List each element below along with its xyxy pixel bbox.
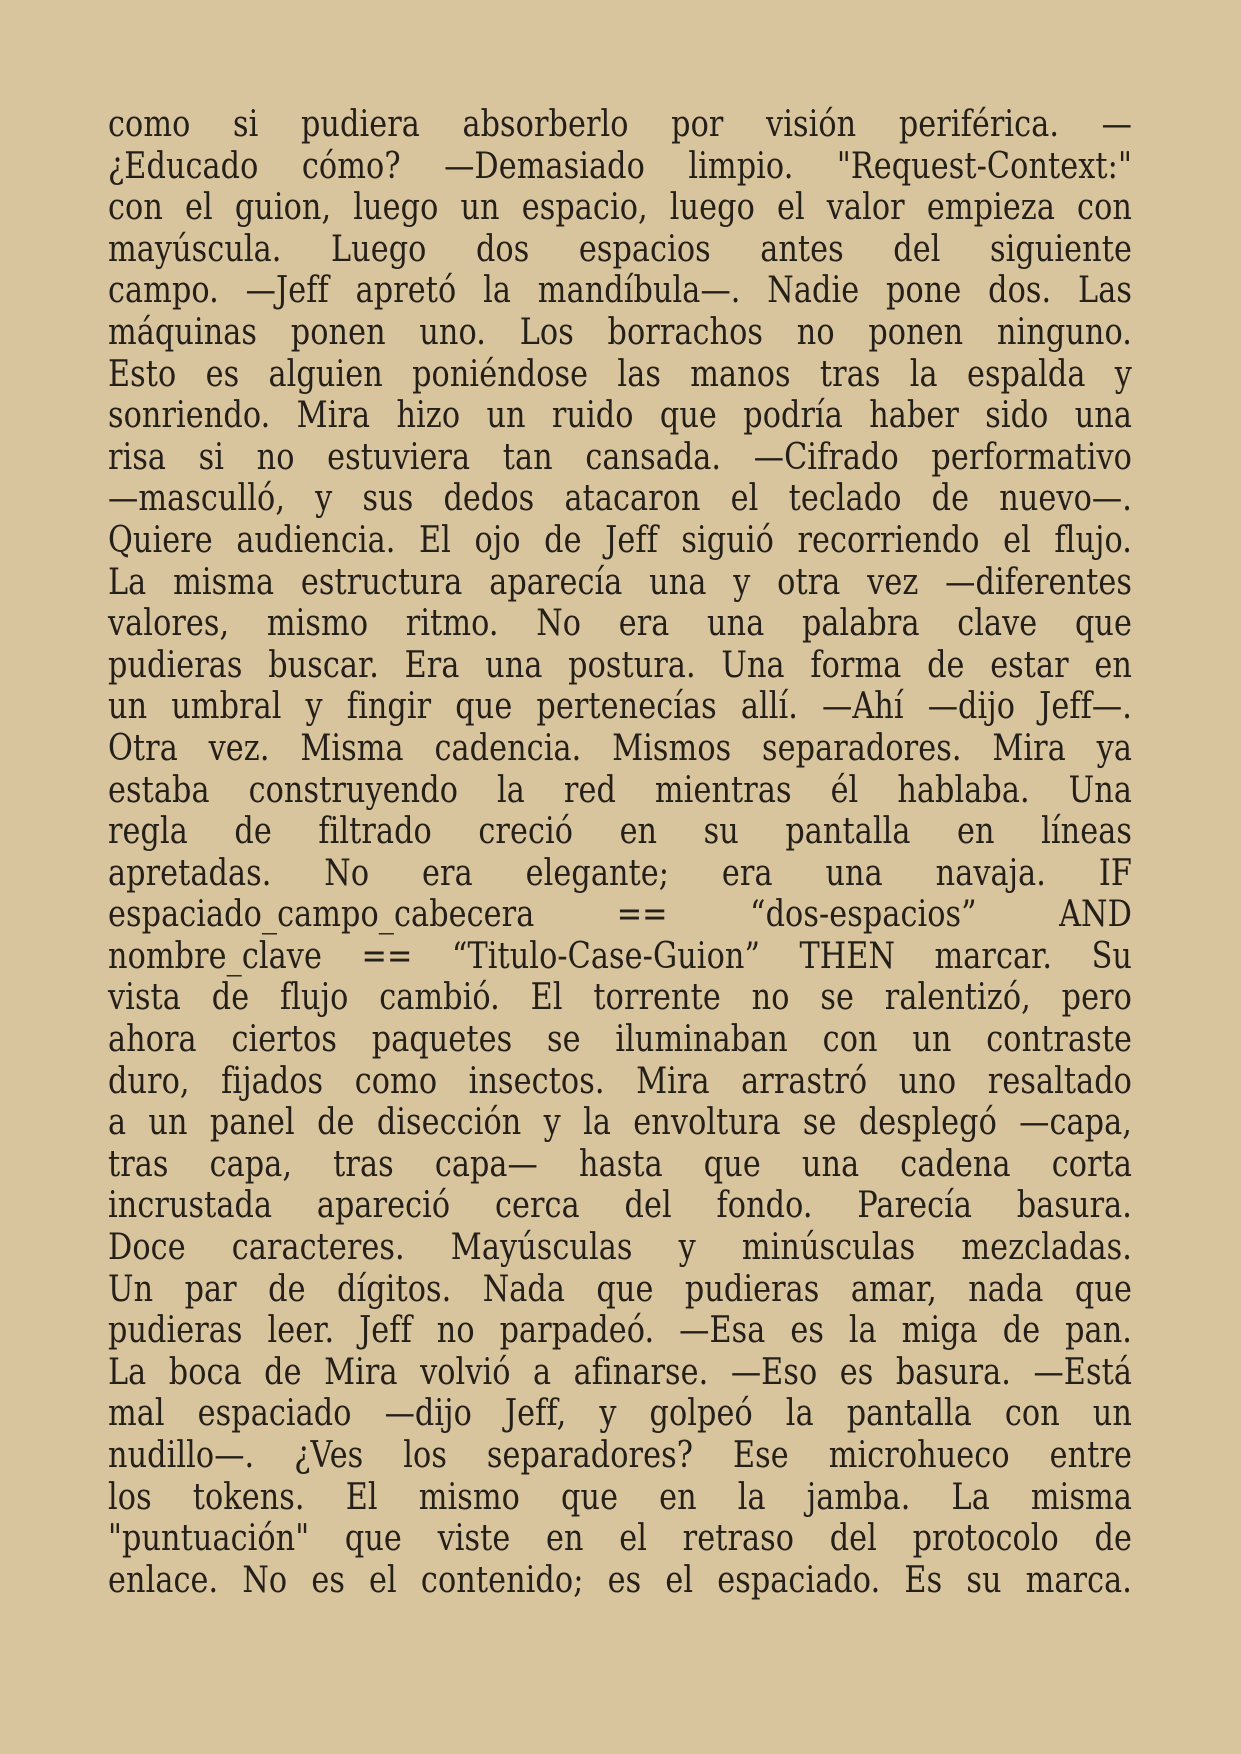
text-line: pudieras leer. Jeff no parpadeó. —Esa es la miga de pan.: [108, 1310, 1132, 1352]
text-line: Un par de dígitos. Nada que pudieras amar, nada que: [108, 1268, 1132, 1310]
text-line: mayúscula. Luego dos espacios antes del siguiente: [108, 228, 1132, 270]
text-line: como si pudiera absorberlo por visión periférica. —: [108, 104, 1132, 145]
text-line: espaciado_campo_cabecera == “dos-espacios” AND: [108, 894, 1132, 936]
text-line: campo. —Jeff apretó la mandíbula—. Nadie pone dos. Las: [108, 270, 1132, 312]
text-line: tras capa, tras capa— hasta que una cadena corta: [108, 1143, 1132, 1185]
text-line: estaba construyendo la red mientras él hablaba. Una: [108, 769, 1132, 811]
text-line: Esto es alguien poniéndose las manos tras la espalda y: [108, 353, 1132, 395]
text-line: a un panel de disección y la envoltura se desplegó —capa,: [108, 1102, 1132, 1144]
text-line: enlace. No es el contenido; es el espaciado. Es su marca.: [108, 1559, 1132, 1601]
text-block: [108, 104, 1132, 1601]
text-line: los tokens. El mismo que en la jamba. La misma: [108, 1476, 1132, 1518]
text-line: apretadas. No era elegante; era una navaja. IF: [108, 852, 1132, 894]
text-line: nombre_clave == “Titulo-Case-Guion” THEN marcar. Su: [108, 935, 1132, 977]
text-line: —masculló, y sus dedos atacaron el teclado de nuevo—.: [108, 478, 1132, 520]
text-line: risa si no estuviera tan cansada. —Cifrado performativo: [108, 436, 1132, 478]
text-line: valores, mismo ritmo. No era una palabra clave que: [108, 603, 1132, 645]
text-line: "puntuación" que viste en el retraso del protocolo de: [108, 1518, 1132, 1560]
text-line: regla de filtrado creció en su pantalla en líneas: [108, 811, 1132, 853]
text-line: La misma estructura aparecía una y otra vez —diferentes: [108, 561, 1132, 603]
text-line: un umbral y fingir que pertenecías allí. —Ahí —dijo Jeff—.: [108, 686, 1132, 728]
text-line: sonriendo. Mira hizo un ruido que podría haber sido una: [108, 395, 1132, 437]
text-line: incrustada apareció cerca del fondo. Parecía basura.: [108, 1185, 1132, 1227]
text-line: duro, fijados como insectos. Mira arrastró uno resaltado: [108, 1060, 1132, 1102]
body-text: [108, 104, 1132, 1601]
text-line: nudillo—. ¿Ves los separadores? Ese microhueco entre: [108, 1435, 1132, 1476]
text-line: máquinas ponen uno. Los borrachos no ponen ninguno.: [108, 311, 1132, 353]
text-line: Otra vez. Misma cadencia. Mismos separadores. Mira ya: [108, 727, 1132, 769]
text-line: ¿Educado cómo? —Demasiado limpio. "Request-Context:": [108, 145, 1132, 187]
text-line: pudieras buscar. Era una postura. Una forma de estar en: [108, 644, 1132, 686]
text-line: vista de flujo cambió. El torrente no se ralentizó, pero: [108, 977, 1132, 1019]
text-line: mal espaciado —dijo Jeff, y golpeó la pantalla con un: [108, 1393, 1132, 1435]
text-line: ahora ciertos paquetes se iluminaban con un contraste: [108, 1019, 1132, 1061]
text-line: La boca de Mira volvió a afinarse. —Eso es basura. —Está: [108, 1351, 1132, 1393]
text-line: con el guion, luego un espacio, luego el valor empieza con: [108, 187, 1132, 229]
text-line: Quiere audiencia. El ojo de Jeff siguió recorriendo el flujo.: [108, 519, 1132, 561]
text-line: Doce caracteres. Mayúsculas y minúsculas mezcladas.: [108, 1227, 1132, 1269]
